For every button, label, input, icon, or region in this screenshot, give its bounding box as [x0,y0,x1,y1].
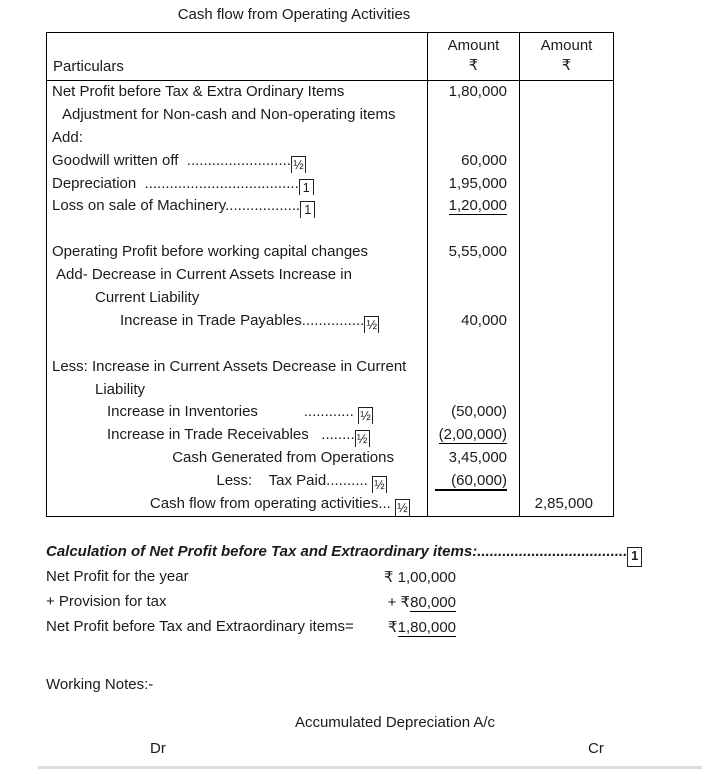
particulars-cell [47,241,427,264]
table-row [47,104,613,127]
particulars-text: Increase in Inventories ............ [107,403,358,421]
header-particulars: Particulars [53,58,124,75]
amount1-value: (2,00,000) [438,426,507,444]
particulars-cell [47,356,427,379]
amount1-cell [427,195,519,218]
particulars-cell [47,195,427,218]
particulars-cell [47,81,427,104]
particulars-cell [47,218,427,241]
amount2-cell [519,379,613,402]
particulars-text: Add: [52,128,83,146]
amount2-cell [519,81,613,104]
particulars-cell [47,150,427,173]
calc-amount: + ₹80,000 [387,594,456,611]
particulars-text: Less: Tax Paid.......... [216,472,372,490]
amount1-cell [427,264,519,287]
calc-amount: ₹1,80,000 [383,619,456,636]
calc-heading-dots: .................................... [477,543,628,560]
table-row [47,356,613,379]
mark-box: 1 [627,547,642,567]
dr-label: Dr [150,740,166,757]
table-row [47,150,613,173]
particulars-text: Add- Decrease in Current Assets Increase in [56,266,352,284]
account-title: Accumulated Depreciation A/c [294,714,496,731]
working-notes-label: Working Notes:- [46,676,154,693]
particulars-text: Depreciation ..................................... [52,174,299,192]
table-row [47,195,613,218]
amount2-cell [519,424,613,447]
amount1-value: 60,000 [461,151,507,169]
particulars-cell [47,401,427,424]
header-amount-1: Amount ₹ [427,33,519,80]
amount1-value: 1,80,000 [448,83,507,100]
amount2-cell [519,218,613,241]
table-row [47,264,613,287]
amount1-cell [427,218,519,241]
rupee-symbol: ₹ [468,57,479,74]
particulars-cell [47,264,427,287]
particulars-cell [47,127,427,150]
table-row [47,127,613,150]
calc-heading [46,543,646,567]
particulars-cell [47,287,427,310]
table-row [47,401,613,424]
particulars-text: Adjustment for Non-cash and Non-operating items [62,105,396,123]
particulars-cell [47,173,427,196]
amount1-value: 40,000 [461,311,507,329]
table-row [47,81,613,104]
calc-amount: ₹ 1,00,000 [383,569,456,586]
particulars-cell [47,104,427,127]
amount1-cell [427,104,519,127]
table-row [47,287,613,310]
particulars-text: Net Profit before Tax & Extra Ordinary Items [52,83,345,100]
table-row [47,447,613,470]
mark-box: ½ [358,407,373,424]
amount2-value: 2,85,000 [534,495,593,513]
mark-box: ½ [355,430,370,447]
amount1-cell [427,470,519,493]
particulars-text: Increase in Trade Receivables ........ [107,426,355,444]
calc-row [46,568,606,588]
particulars-text: Operating Profit before working capital changes [52,243,369,261]
calc-label: Net Profit before Tax and Extraordinary items= [46,618,354,635]
particulars-text: Goodwill written off ......................... [52,151,291,169]
mark-box: ½ [291,156,306,173]
particulars-cell [47,379,427,402]
amount1-cell [427,241,519,264]
amount1-value: (60,000) [435,472,507,491]
calc-label: + Provision for tax [46,593,167,610]
particulars-cell [47,424,427,447]
table-row [47,310,613,333]
amount2-cell [519,310,613,333]
calc-row [46,593,606,613]
table-row [47,493,613,516]
particulars-cell [47,310,427,333]
particulars-cell [47,333,427,356]
particulars-cell [47,470,427,493]
amount2-cell [519,447,613,470]
amount1-value: (50,000) [451,403,507,421]
amount1-value: 1,95,000 [448,174,507,192]
table-row [47,241,613,264]
amount1-cell [427,493,519,516]
amount2-cell [519,195,613,218]
amount1-value: 3,45,000 [448,449,507,467]
amount1-cell [427,333,519,356]
page-title: Cash flow from Operating Activities [177,6,411,23]
particulars-text: Liability [95,380,146,398]
calc-row [46,618,606,638]
table-row [47,218,613,241]
amount1-cell [427,173,519,196]
amount2-cell [519,241,613,264]
table-row [47,470,613,493]
particulars-text: Current Liability [95,289,200,307]
amount2-cell [519,470,613,493]
cr-label: Cr [588,740,604,757]
amount2-cell [519,104,613,127]
amount2-cell [519,356,613,379]
mark-box: ½ [364,316,379,333]
amount1-cell [427,356,519,379]
amount1-cell [427,287,519,310]
amount1-cell [427,379,519,402]
particulars-text: Cash flow from operating activities... [149,495,395,513]
particulars-text: Increase in Trade Payables............... [120,311,365,329]
particulars-cell [47,493,427,516]
amount1-value: 1,20,000 [448,197,507,215]
amount1-cell [427,150,519,173]
rupee-symbol: ₹ [561,57,572,74]
amount2-cell [519,333,613,356]
amount1-cell [427,127,519,150]
mark-box: ½ [395,499,410,516]
calc-heading-text: Calculation of Net Profit before Tax and Extraordinary items: [46,543,478,560]
amount1-cell [427,310,519,333]
amount2-cell [519,150,613,173]
particulars-text: Less: Increase in Current Assets Decrease in Current [52,357,407,375]
table-row [47,379,613,402]
table-row [47,173,613,196]
amount1-cell [427,447,519,470]
amount2-cell [519,493,613,516]
amount2-cell [519,127,613,150]
table-row [47,333,613,356]
bottom-divider [38,766,702,769]
mark-box: ½ [372,476,387,493]
calc-label: Net Profit for the year [46,568,189,585]
amount2-cell [519,173,613,196]
table-row [47,424,613,447]
table-header-row [47,33,613,81]
amount2-cell [519,264,613,287]
amount1-value: 5,55,000 [448,243,507,261]
amount1-cell [427,424,519,447]
amount1-cell [427,401,519,424]
cash-flow-table [46,32,614,517]
table-body [47,81,613,516]
amount2-cell [519,401,613,424]
amount2-cell [519,287,613,310]
mark-box: 1 [299,179,314,196]
particulars-cell [47,447,427,470]
mark-box: 1 [300,201,315,218]
particulars-text: Loss on sale of Machinery.................. [52,197,301,215]
particulars-text: Cash Generated from Operations [172,449,394,467]
header-amount-2: Amount ₹ [519,33,613,80]
amount1-cell [427,81,519,104]
